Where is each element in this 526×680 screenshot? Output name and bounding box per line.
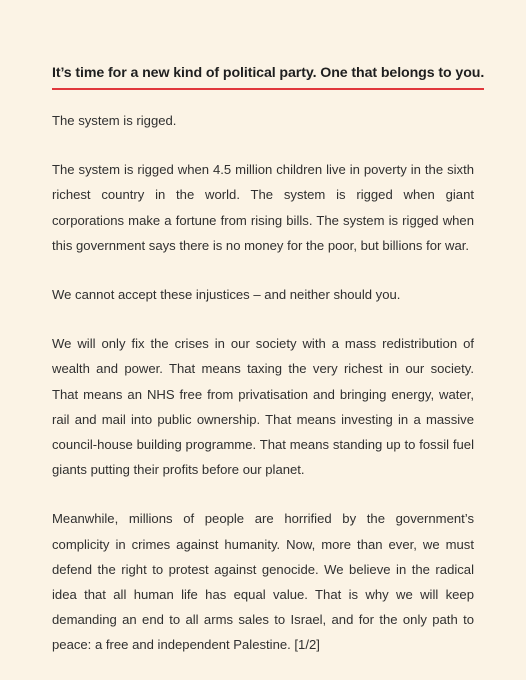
- paragraph-redistribution: We will only fix the crises in our society with a mass redistribution of wealth and power. That means taxing the very richest in our society. That means an NHS free from privatisation and bringing energy, water, rail and mail into public ownership. That means investing in a massive council-house building programme. That means standing up to fossil fuel giants putting their profits before our planet.: [52, 336, 474, 478]
- headline: It’s time for a new kind of political party. One that belongs to you.: [52, 65, 484, 90]
- paragraph-system-rigged: The system is rigged when 4.5 million children live in poverty in the sixth richest country in the world. The system is rigged when giant corporations make a fortune from rising bills. The system is rigged when this government says there is no money for the poor, but billions for war.: [52, 162, 474, 253]
- paragraph-injustices: We cannot accept these injustices – and neither should you.: [52, 287, 401, 303]
- statement-body: [52, 108, 474, 658]
- paragraph-intro: The system is rigged.: [52, 113, 177, 128]
- headline-container: [52, 0, 485, 90]
- paragraph-palestine: Meanwhile, millions of people are horrified by the government’s complicity in crimes against humanity. Now, more than ever, we must defend the right to protest against genocide. We believe in the radical idea that all human life has equal value. That is why we will keep demanding an end to all arms sales to Israel, and for the only path to peace: a free and independent Palestine. [1/2]: [52, 511, 474, 653]
